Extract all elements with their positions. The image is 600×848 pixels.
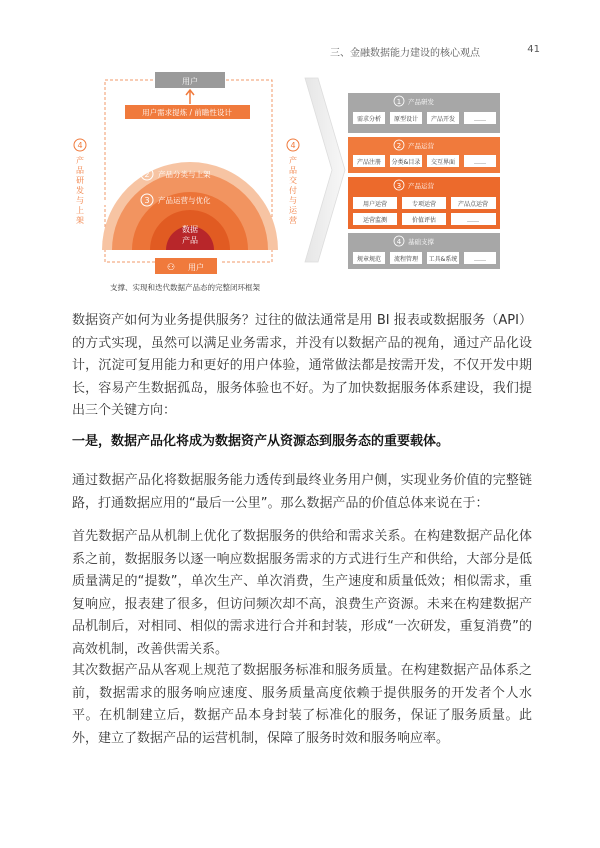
right-char: 营 xyxy=(289,216,297,225)
step-number-2: 2 xyxy=(144,170,150,179)
block-3-number: 3 xyxy=(396,182,402,190)
user-icon: ⚇ xyxy=(166,263,176,273)
right-char: 交 xyxy=(289,176,297,185)
left-char: 上 xyxy=(76,206,84,215)
right-char: 产 xyxy=(289,156,297,165)
left-char: 研 xyxy=(76,176,84,185)
paragraph-second-point: 其次数据产品从客观上规范了数据服务标准和服务质量。在构建数据产品体系之前，数据需求的服务响应速度、服务质量高度依赖于提供服务的开发者个人水平。在机制建立后，数据产品本身封装了标准化的服务，保证了服务质量。此外，建立了数据产品的运营机制，保障了服务时效和服务响应率。 xyxy=(72,663,532,746)
step-number-1: 1 xyxy=(144,146,150,155)
top-user-label: 用户 xyxy=(182,77,198,86)
block-2-item: 产品注册 xyxy=(356,159,382,166)
left-char: 架 xyxy=(76,216,84,225)
left-char: 产 xyxy=(76,156,84,165)
block-4-item: 规章规范 xyxy=(356,256,382,263)
block-4-item: 流程管理 xyxy=(393,256,419,263)
block-3-title: 产品运营 xyxy=(408,182,434,190)
data-product-framework-diagram xyxy=(0,0,600,300)
block-2-item: …… xyxy=(474,159,486,166)
block-3-item: 运营监测 xyxy=(362,217,388,224)
section-heading: 一是，数据产品化将成为数据资产从资源态到服务态的重要载体。 xyxy=(72,434,450,449)
block-1-number: 1 xyxy=(396,98,402,106)
section-title: 三、金融数据能力建设的核心观点 xyxy=(330,48,480,59)
left-char: 与 xyxy=(76,196,84,205)
right-char: 与 xyxy=(289,196,297,205)
step-number-3: 3 xyxy=(144,196,150,205)
left-step-number: 4 xyxy=(77,141,83,150)
step-label-3: 产品运营与优化 xyxy=(158,196,211,205)
framework-block-3 xyxy=(348,177,500,229)
step-label-2: 产品分类与上架 xyxy=(158,170,211,179)
bottom-user-label: 用户 xyxy=(188,263,204,272)
block-3-item: 价值评估 xyxy=(411,217,437,224)
block-1-title: 产品研发 xyxy=(408,98,434,106)
block-1-item: …… xyxy=(474,116,486,123)
framework-block-1 xyxy=(348,93,500,133)
right-char: 运 xyxy=(289,206,297,215)
center-label-line-1: 数据 xyxy=(182,225,198,234)
diagram-caption: 支撑、实现和迭代数据产品态的完整闭环框架 xyxy=(110,283,260,292)
right-side-label xyxy=(289,155,298,225)
block-4-title: 基础支撑 xyxy=(408,238,434,246)
right-char: 品 xyxy=(289,166,297,175)
framework-block-4 xyxy=(348,233,500,269)
block-3-item: 产品点运营 xyxy=(457,201,489,208)
block-1-item: 产品开发 xyxy=(430,116,456,123)
block-2-title: 产品运营 xyxy=(408,142,434,150)
paragraph-first-point: 首先数据产品从机制上优化了数据服务的供给和需求关系。在构建数据产品化体系之前，数据服务以逐一响应数据服务需求的方式进行生产和供给，大部分是低质量满足的“提数”，单次生产、单次消费，生产速度和质量低效；相似需求，重复响应，报表建了很多，但访问频次却不高，浪费生产资源。未来在构建数据产品机制后，对相同、相似的需求进行合并和封装，形成“一次研发，重复消费”的高效机制，改善供需关系。 xyxy=(72,529,532,657)
block-1-item: 需求分析 xyxy=(356,116,382,123)
block-3-item: 用户运营 xyxy=(362,201,388,208)
block-4-item: …… xyxy=(474,256,486,263)
left-char: 品 xyxy=(76,166,84,175)
block-1-item: 原型设计 xyxy=(393,116,419,123)
block-4-item: 工具&系统 xyxy=(428,256,458,263)
right-step-number: 4 xyxy=(290,141,296,150)
right-char: 付 xyxy=(289,186,297,195)
block-3-item: …… xyxy=(467,217,479,224)
paragraph-value: 通过数据产品化将数据服务能力透传到最终业务用户侧，实现业务价值的完整链路，打通数据应用的“最后一公里”。那么数据产品的价值总体来说在于： xyxy=(72,473,532,511)
block-4-number: 4 xyxy=(396,238,402,246)
left-side-label xyxy=(76,155,84,225)
framework-block-2 xyxy=(348,137,500,173)
chevron-arrow-icon xyxy=(305,78,345,262)
bottom-user-box xyxy=(155,258,217,274)
center-label-line-2: 产品 xyxy=(182,236,198,245)
paragraph-intro: 数据资产如何为业务提供服务？过往的做法通常是用 BI 报表或数据服务（API）的方式实现，虽然可以满足业务需求，并没有以数据产品的视角，通过产品化设计，沉淀可复用能力和更好的用户体验，通常做法都是按需开发，不仅开发中期长，容易产生数据孤岛，服务体验也不好。为了加快数据服务体系建设，我们提出三个关键方向： xyxy=(72,313,532,418)
up-arrow-icon xyxy=(186,90,194,104)
page-number: 41 xyxy=(527,44,540,55)
demand-bar-label: 用户需求提炼 / 前瞻性设计 xyxy=(142,108,232,117)
step-label-1: 产品规划与研发 xyxy=(158,146,211,155)
block-2-item: 分类&目录 xyxy=(391,159,421,166)
block-3-item: 专项运营 xyxy=(411,201,437,208)
left-char: 发 xyxy=(76,186,84,195)
block-2-number: 2 xyxy=(396,142,402,150)
block-2-item: 交互界面 xyxy=(430,159,456,166)
